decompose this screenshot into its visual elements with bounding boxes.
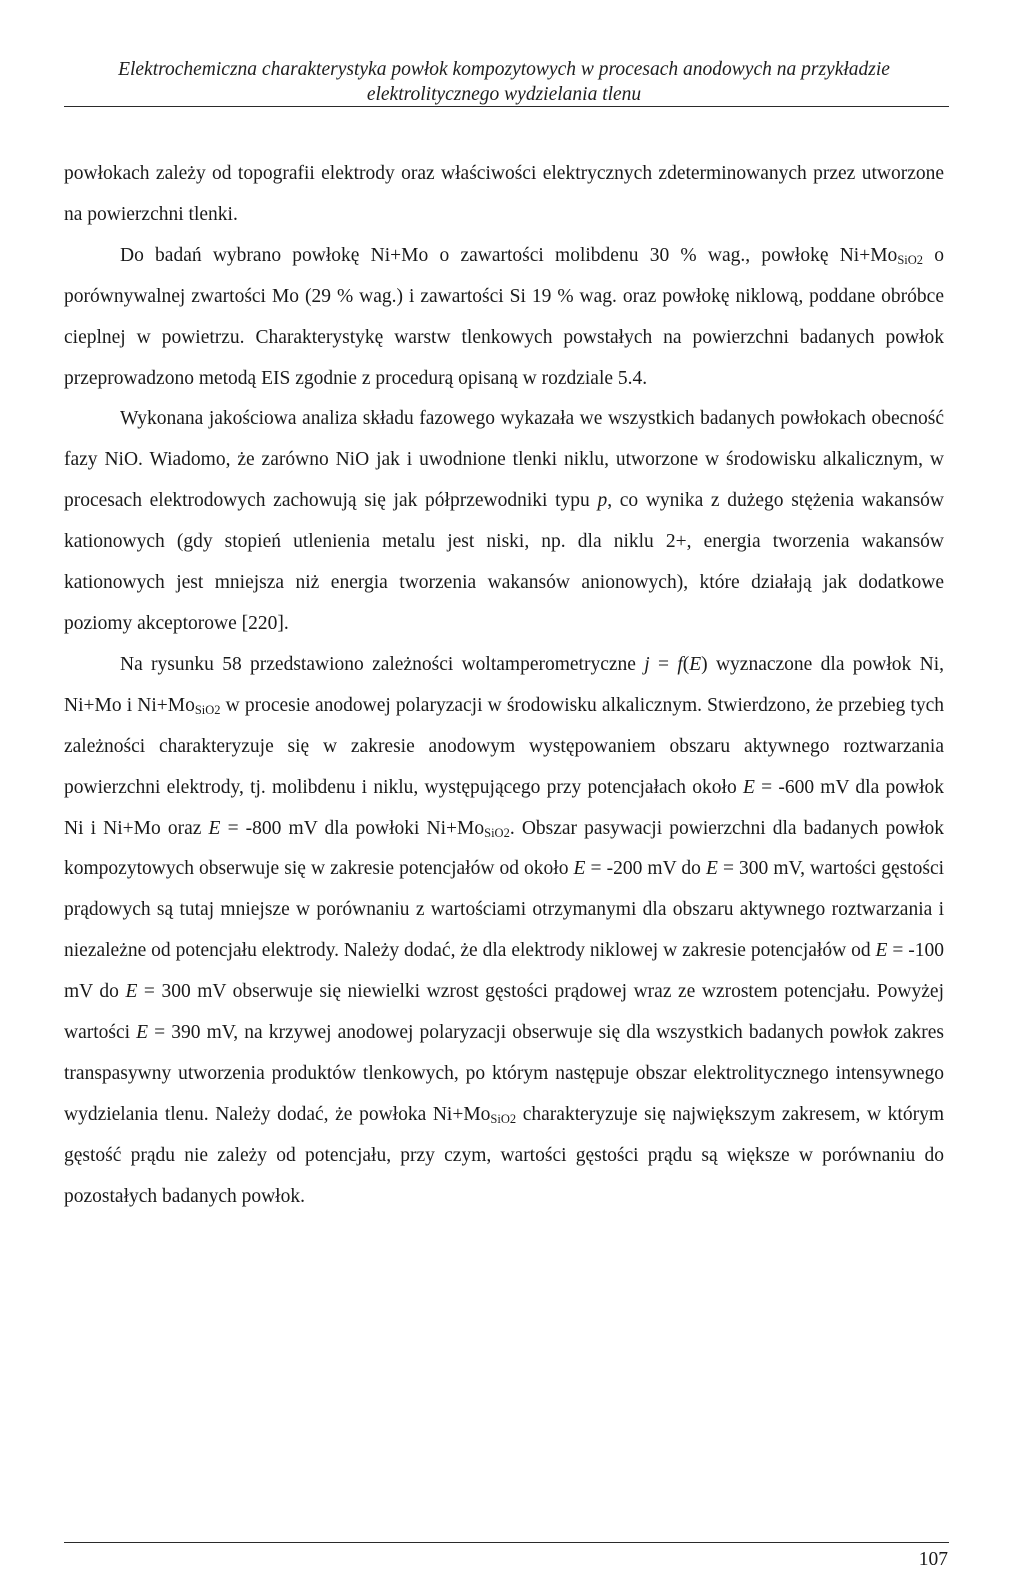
running-header-line-1: Elektrochemiczna charakterystyka powłok kompozytowych w procesach anodowych na przykładzie — [118, 59, 890, 80]
body-text — [64, 154, 944, 1218]
footer-rule — [64, 1542, 949, 1543]
paragraph-2: Do badań wybrano powłokę Ni+Mo o zawartości molibdenu 30 % wag., powłokę $Ni+Mo_{SiO2}$ o porównywalnej zwartości Mo (29 % wag.) i zawartości Si 19 % wag. oraz powłokę niklową, poddane obróbce cieplnej w powietrzu. Charakterystykę warstw tlenkowych powstałych na powierzchni badanych powłok przeprowadzono metodą EIS zgodnie z procedurą opisaną w rozdziale 5.4. — [64, 244, 944, 389]
paragraph-4: Na rysunku 58 przedstawiono zależności woltamperometryczne j = f(E) wyznaczone dla powłok Ni, Ni+Mo i $Ni+Mo_{SiO2}$ w procesie anodowej polaryzacji w środowisku alkalicznym. Stwierdzono, że przebieg tych zależności charakteryzuje się w zakresie anodowym występowaniem obszaru aktywnego roztwarzania powierzchni elektrody, tj. molibdenu i niklu, występującego przy potencjałach około E = -600 mV dla powłok Ni i Ni+Mo oraz E = -800 mV dla powłoki $Ni+Mo_{SiO2}$. Obszar pasywacji powierzchni dla badanych powłok kompozytowych obserwuje się w zakresie potencjałów od około E = -200 mV do E = 300 mV, wartości gęstości prądowych są tutaj mniejsze w porównaniu z wartościami otrzymanymi dla obszaru aktywnego roztwarzania i niezależne od potencjału elektrody. Należy dodać, że dla elektrody niklowej w zakresie potencjałów od E = -100 mV do E = 300 mV obserwuje się niewielki wzrost gęstości prądowej wraz ze wzrostem potencjału. Powyżej wartości E = 390 mV, na krzywej anodowej polaryzacji obserwuje się dla wszystkich badanych powłok zakres transpasywny utworzenia produktów tlenkowych, po którym następuje obszar elektrolitycznego intensywnego wydzielania tlenu. Należy dodać, że powłoka $Ni+Mo_{SiO2}$ charakteryzuje się największym zakresem, w którym gęstość prądu nie zależy od potencjału, przy czym, wartości gęstości prądu są większe w porównaniu do pozostałych badanych powłok. — [64, 653, 945, 1207]
page-number: 107 — [918, 1549, 948, 1570]
running-header-line-2: elektrolitycznego wydzielania tlenu — [366, 84, 642, 105]
paragraph-1: powłokach zależy od topografii elektrody oraz właściwości elektrycznych zdeterminowanych przez utworzone na powierzchni tlenki. — [64, 163, 944, 225]
paragraph-3: Wykonana jakościowa analiza składu fazowego wykazała we wszystkich badanych powłokach obecność fazy NiO. Wiadomo, że zarówno NiO jak i uwodnione tlenki niklu, utworzone w środowisku alkalicznym, w procesach elektrodowych zachowują się jak półprzewodniki typu p, co wynika z dużego stężenia wakansów kationowych (gdy stopień utlenienia metalu jest niski, np. dla niklu 2+, energia tworzenia wakansów kationowych jest mniejsza niż energia tworzenia wakansów anionowych), które działają jak dodatkowe poziomy akceptorowe [220]. — [64, 408, 944, 634]
header-rule — [64, 106, 949, 107]
running-header — [64, 57, 944, 107]
